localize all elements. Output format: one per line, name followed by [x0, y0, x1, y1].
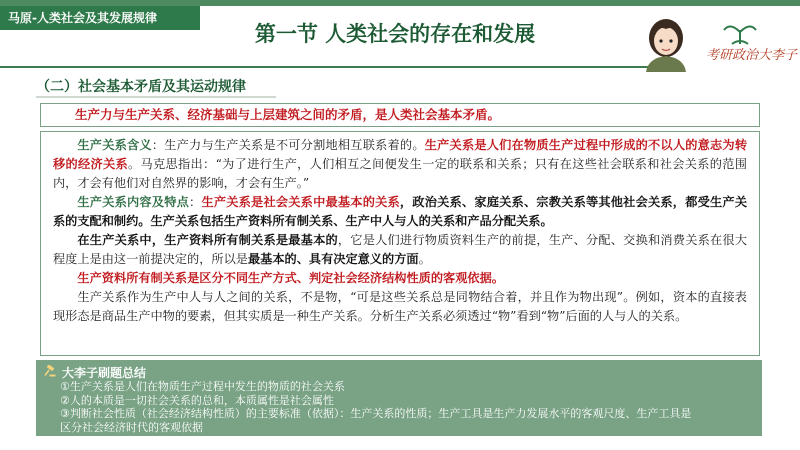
- summary-line: 区分社会经济时代的客观依据: [60, 420, 203, 434]
- section-heading: （二）社会基本矛盾及其运动规律: [36, 79, 246, 95]
- summary-line: ②人的本质是一切社会关系的总和，本质属性是社会属性: [60, 393, 334, 407]
- course-tag: 马原-人类社会及其发展规律: [0, 6, 200, 30]
- title-divider: [0, 66, 650, 68]
- teacher-avatar-icon: [640, 14, 692, 72]
- brand: [692, 26, 798, 72]
- content-box: [40, 131, 760, 356]
- paragraph-ownership: 在生产关系中，生产资料所有制关系是最基本的，它是人们进行物质资料生产的前提，生产、分配、交换和消费关系在很大程度上是由这一前提决定的，所以是最基本的、具有决定意义的方面。: [53, 233, 748, 266]
- summary-panel: [36, 360, 762, 436]
- key-statement: 生产力与生产关系、经济基础与上层建筑之间的矛盾，是人类社会基本矛盾。: [40, 103, 760, 127]
- summary-line: ③判断社会性质（社会经济结构性质）的主要标准（依据）：生产关系的性质；生产工具是生产力发展水平的客观尺度、生产工具是: [60, 407, 692, 420]
- summary-heading: 大李子刷题总结: [44, 364, 146, 381]
- page-title: 第一节 人类社会的存在和发展: [254, 21, 536, 46]
- paragraph-criterion: 生产资料所有制关系是区分不同生产方式、判定社会经济结构性质的客观依据。: [77, 271, 504, 285]
- paragraph-relations-and-things: 生产关系作为生产中人与人之间的关系，不是物，“可是这些关系总是同物结合着，并且作为物出现”。例如，资本的直接表现形态是商品生产中物的要素，但其实质是一种生产关系。分析生产关系必须透过“物”看到“物”后面的人与人的关系。: [53, 290, 747, 323]
- paragraph-content-features: 生产关系内容及特点：生产关系是社会关系中最基本的关系，政治关系、家庭关系、宗教关系等其他社会关系，都受生产关系的支配和制约。生产关系包括生产资料所有制关系、生产中人与人的关系和产品分配关系。: [53, 195, 748, 228]
- section-heading-underline: [36, 96, 276, 98]
- paragraph-definition: 生产关系含义：生产力与生产关系是不可分割地相互联系着的。生产关系是人们在物质生产过程中形成的不以人的意志为转移的经济关系。马克思指出：“为了进行生产，人们相互之间便发生一定的联系和关系；只有在这些社会联系和社会关系的范围内，才会有他们对自然界的影响，才会有生产。”: [53, 138, 748, 190]
- summary-line: ①生产关系是人们在物质生产过程中发生的物质的社会关系: [60, 380, 345, 393]
- summary-lines: [60, 380, 760, 434]
- brand-tree-logo-icon: [720, 20, 760, 46]
- gavel-icon: [44, 365, 56, 380]
- brand-name: 考研政治大李子: [706, 48, 798, 63]
